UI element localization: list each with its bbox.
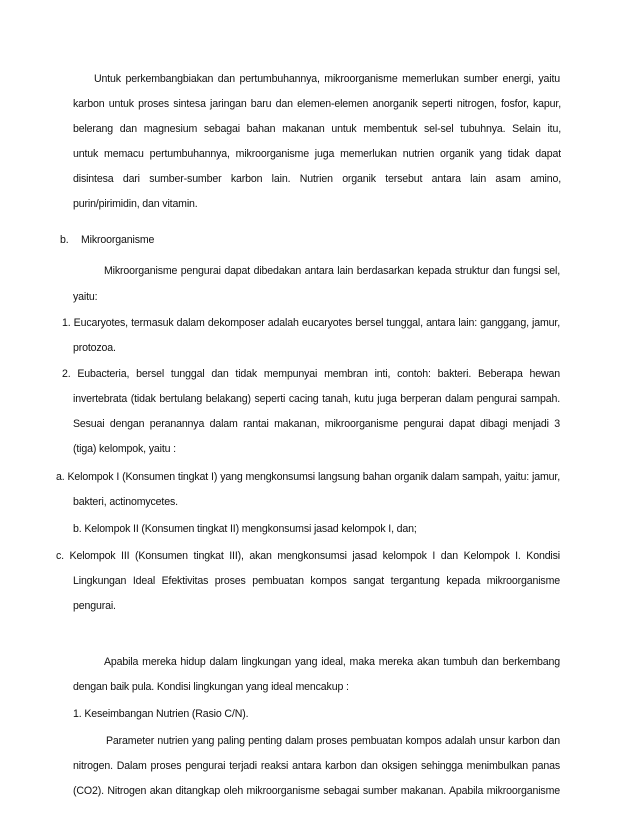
para4-line-3: (CO2). Nitrogen akan ditangkap oleh mikroorganisme sebagai sumber makanan. Apabila mikroorganisme [73,785,560,797]
para4-line-2: nitrogen. Dalam proses pengurai terjadi reaksi antara karbon dan oksigen sehingga menimbulkan panas [73,760,560,772]
group-b-line-1: b. Kelompok II (Konsumen tingkat II) mengkonsumsi jasad kelompok I, dan; [73,523,417,535]
para1-line-2: karbon untuk proses sintesa jaringan baru dan elemen-elemen anorganik seperti nitrogen, fosfor, kapur, [73,98,561,110]
group-a-line-1: a. Kelompok I (Konsumen tingkat I) yang mengkonsumsi langsung bahan organik dalam sampah, yaitu: jamur, [56,471,560,483]
nutrient-item-line-1: 1. Keseimbangan Nutrien (Rasio C/N). [73,708,249,720]
item2-line-4: (tiga) kelompok, yaitu : [73,443,176,455]
item2-line-2: invertebrata (tidak bertulang belakang) seperti cacing tanah, kutu juga berperan dalam pengurai sampah. [73,393,560,405]
section-b-title: Mikroorganisme [81,234,155,246]
group-c-line-2: Lingkungan Ideal Efektivitas proses pembuatan kompos sangat tergantung kepada mikroorganisme [73,575,560,587]
para1-line-4: untuk memacu pertumbuhannya, mikroorganisme juga memerlukan nutrien organik yang tidak dapat [73,148,561,160]
para1-line-1: Untuk perkembangbiakan dan pertumbuhannya, mikroorganisme memerlukan sumber energi, yaitu [94,73,560,85]
para2-line-1: Mikroorganisme pengurai dapat dibedakan antara lain berdasarkan kepada struktur dan fungsi sel, [104,265,560,277]
para1-line-3: belerang dan magnesium sebagai bahan makanan untuk membentuk sel-sel tubuhnya. Selain itu, [73,123,561,135]
item2-line-3: Sesuai dengan peranannya dalam rantai makanan, mikroorganisme pengurai dapat dibagi menjadi 3 [73,418,560,430]
item1-line-2: protozoa. [73,342,116,354]
para3-line-1: Apabila mereka hidup dalam lingkungan yang ideal, maka mereka akan tumbuh dan berkembang [104,656,560,668]
group-a-line-2: bakteri, actinomycetes. [73,496,178,508]
group-c-line-1: c. Kelompok III (Konsumen tingkat III), akan mengkonsumsi jasad kelompok I dan Kelompok I. Kondisi [56,550,560,562]
para4-line-1: Parameter nutrien yang paling penting dalam proses pembuatan kompos adalah unsur karbon dan [106,735,560,747]
para3-line-2: dengan baik pula. Kondisi lingkungan yang ideal mencakup : [73,681,349,693]
item2-line-1: 2. Eubacteria, bersel tunggal dan tidak mempunyai membran inti, contoh: bakteri. Beberapa hewan [62,368,560,380]
para1-line-6: purin/pirimidin, dan vitamin. [73,198,198,210]
para1-line-5: disintesa dari sumber-sumber karbon lain. Nutrien organik tersebut antara lain asam amino, [73,173,561,185]
section-b-marker: b. [60,234,69,246]
item1-line-1: 1. Eucaryotes, termasuk dalam dekomposer adalah eucaryotes bersel tunggal, antara lain: ganggang, jamur, [62,317,560,329]
group-c-line-3: pengurai. [73,600,116,612]
para2-line-2: yaitu: [73,291,98,303]
